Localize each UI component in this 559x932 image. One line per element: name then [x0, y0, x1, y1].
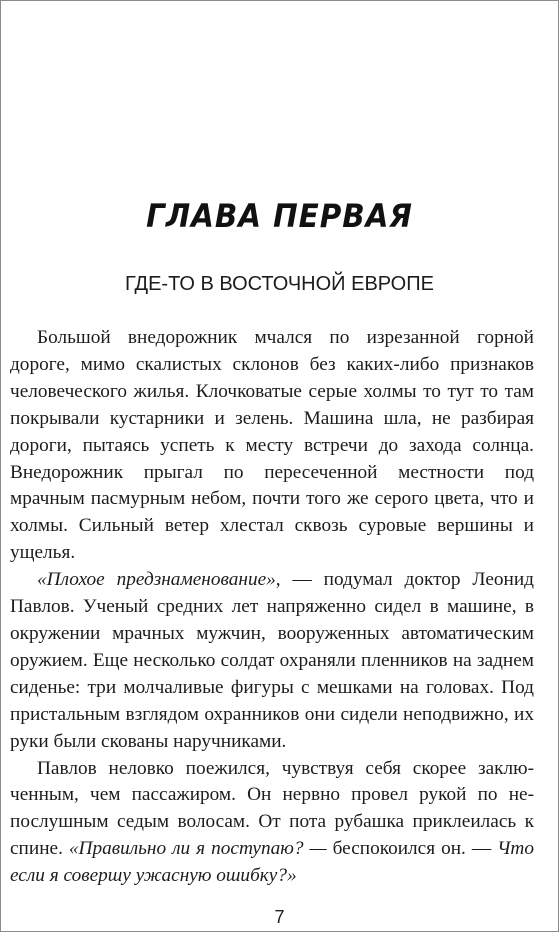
chapter-title: ГЛАВА ПЕРВАЯ — [146, 197, 413, 235]
paragraph-3-text-start: Павлов неловко поежился, чувствуя себя скорее заключенным, чем пассажиром. Он нервно провел рукой по непослушным седым волосам. От пота рубашка приклеилась к спине. — [10, 757, 534, 860]
body-text — [10, 325, 534, 890]
page-number: 7 — [274, 907, 285, 927]
section-title: ГДЕ-ТО В ВОСТОЧНОЙ ЕВРОПЕ — [125, 273, 434, 295]
paragraph-2-text: , — подумал доктор Леонид Павлов. Ученый средних лет напряженно сидел в машине, в окружении мрачных мужчин, вооруженных автоматическим оружием. Еще несколько солдат охраняли пленников на заднем сиденье: три молчаливые фигуры с мешками на головах. Под пристальным взглядом охранников они сидели неподвижно, их руки были скованы наручниками. — [10, 569, 534, 752]
paragraph-3-quote-2: Что если я совершу ужасную ошибку?» — [10, 838, 534, 887]
paragraph-2 — [10, 567, 534, 755]
paragraph-1: Большой внедорожник мчался по изрезанной горной дороге, мимо скалистых склонов без каких-либо признаков человеческого жилья. Клочковатые серые холмы то тут то там покрывали кустарники и зелень. Машина шла, не разбирая дороги, пытаясь успеть к месту встречи до захода солнца. Внедорожник прыгал по пересеченной местности под мрачным пасмурным небом, почти того же серого цвета, что и холмы. Сильный ветер хлестал сквозь суровые вершины и ущелья. — [10, 327, 534, 564]
paragraph-2-quote: «Плохое предзнаменование» — [37, 569, 276, 591]
paragraph-3 — [10, 756, 534, 891]
paragraph-3-text-mid: беспокоился он. — — [326, 838, 498, 860]
paragraph-3-quote-1: «Правильно ли я поступаю? — — [68, 838, 327, 860]
